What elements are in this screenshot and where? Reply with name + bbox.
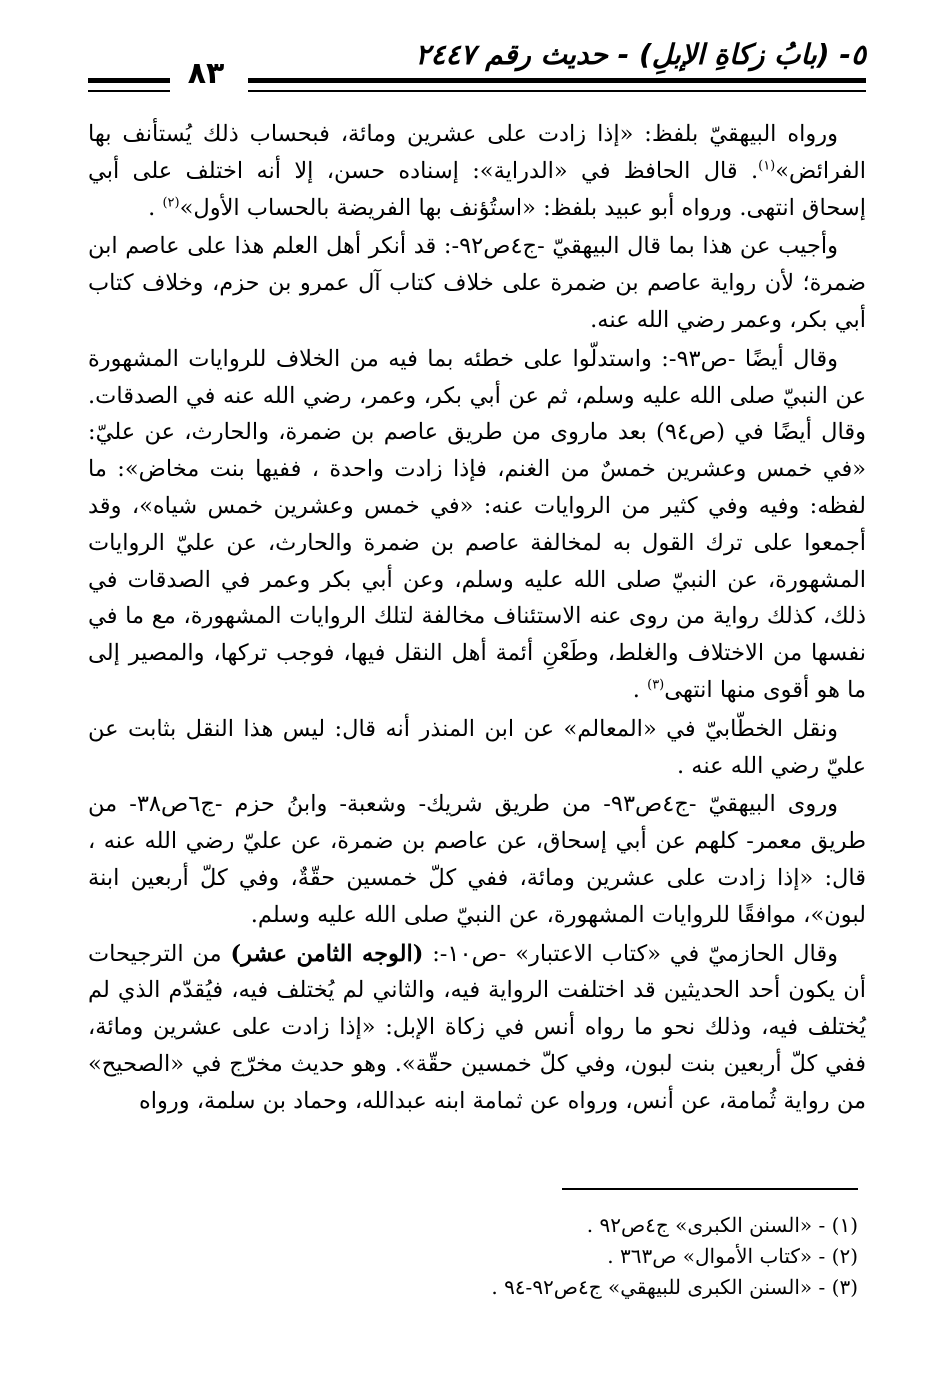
footnote-1: (١) - «السنن الكبرى» ج٤ص٩٢ . xyxy=(586,1213,858,1237)
footnote-ref-3: (٣) xyxy=(647,677,665,693)
paragraph-1 xyxy=(88,116,866,226)
paragraph-1-text: ورواه البيهقيّ بلفظ: «إذا زادت على عشرين ومائة، فبحساب ذلك يُستأنف بها الفرائض» xyxy=(88,121,866,184)
paragraph-6 xyxy=(88,936,866,1120)
footnote-2: (٢) - «كتاب الأموال» ص٣٦٣ . xyxy=(607,1244,858,1268)
paragraph-6-bold: (الوجه الثامن عشر) xyxy=(230,940,424,967)
footnote-rule xyxy=(562,1188,858,1190)
header-rule-left xyxy=(88,78,170,92)
footnote-3: (٣) - «السنن الكبرى للبيهقي» ج٤ص٩٢-٩٤ . xyxy=(491,1275,858,1299)
paragraph-2: وأجيب عن هذا بما قال البيهقيّ -ج٤ص٩٢-: قد أنكر أهل العلم هذا على عاصم ابن ضمرة؛ لأن رواية عاصم بن ضمرة على خلاف كتاب آل عمرو بن حزم، وخلاف كتاب أبي بكر، وعمر رضي الله عنه. xyxy=(88,233,866,333)
footnote-ref-1: (١) xyxy=(758,158,776,174)
header-rule-right xyxy=(248,78,866,92)
footnotes xyxy=(88,1210,858,1303)
paragraph-6-text: وقال الحازميّ في «كتاب الاعتبار» -ص١٠-: xyxy=(423,940,838,967)
paragraph-1-text-3: . xyxy=(148,194,163,221)
footnote-ref-2: (٢) xyxy=(162,195,180,211)
paragraph-1-text-2: . قال الحافظ في «الدراية»: إسناده حسن، إلا أنه اختلف على أبي إسحاق انتهى. ورواه أبو عبيد بلفظ: «استُؤنف بها الفريضة بالحساب الأول» xyxy=(88,157,866,221)
body-text xyxy=(88,116,866,1120)
paragraph-3 xyxy=(88,341,866,709)
paragraph-4: ونقل الخطّابيّ في «المعالم» عن ابن المنذر أنه قال: ليس هذا النقل بثابت عن عليّ رضي الله عنه . xyxy=(88,715,866,779)
page-number: ٨٣ xyxy=(187,56,225,91)
header-rule xyxy=(88,56,866,92)
chapter-title: ٥- (بابُ زكاةِ الإبلِ) - حديث رقم ٢٤٤٧ xyxy=(415,38,866,71)
page-header xyxy=(88,36,866,96)
paragraph-3-text: وقال أيضًا -ص٩٣-: واستدلّوا على خطئه بما فيه من الخلاف للروايات المشهورة عن النبيّ صلى الله عليه وسلم، ثم عن أبي بكر، وعمر، رضي الله عنه في الصدقات. وقال أيضًا في (ص٩٤) بعد ماروى من طريق عاصم بن ضمرة، والحارث، عن عليّ: «في خمس وعشرين خمسٌ من الغنم، فإذا زادت واحدة ، ففيها بنت مخاض»: ما لفظه: وفيه وفي كثير من الروايات عنه: «في خمس وعشرين خمس شياه»، وقد أجمعوا على ترك القول به لمخالفة عاصم بن ضمرة والحارث، عن عليّ الروايات المشهورة، عن النبيّ صلى الله عليه وسلم، وعن أبي بكر وعمر في الصدقات في ذلك، كذلك رواية من روى عنه الاستئناف مخالفة لتلك الروايات المشهورة، مع ما في نفسها من الاختلاف والغلط، وطَعْنِ أئمة أهل النقل فيها، فوجب تركها، والمصير إلى ما هو أقوى منها انتهى xyxy=(88,345,866,703)
paragraph-5: وروى البيهقيّ -ج٤ص٩٣- من طريق شريك- وشعبة- وابنُ حزم -ج٦ص٣٨- من طريق معمر- كلهم عن أبي إسحاق، عن عاصم بن ضمرة، عن عليّ رضي الله عنه ، قال: «إذا زادت على عشرين ومائة، ففي كلّ خمسين حقّةٌ، وفي كلّ أربعين ابنة لبون»، موافقًا للروايات المشهورة، عن النبيّ صلى الله عليه وسلم. xyxy=(88,791,866,928)
paragraph-3-text-2: . xyxy=(632,676,648,703)
paragraph-6-text-2: من الترجيحات أن يكون أحد الحديثين قد اختلفت الرواية فيه، والثاني لم يُختلف فيه، فيُقدّم الذي لم يُختلف فيه، وذلك نحو ما رواه أنس في زكاة الإبل: «إذا زادت على عشرين ومائة، ففي كلّ أربعين بنت لبون، وفي كلّ خمسين حقّة». وهو حديث مخرّج في «الصحيح» من رواية ثُمامة، عن أنس، ورواه عن ثمامة ابنه عبدالله، وحماد بن سلمة، ورواه xyxy=(88,940,866,1114)
